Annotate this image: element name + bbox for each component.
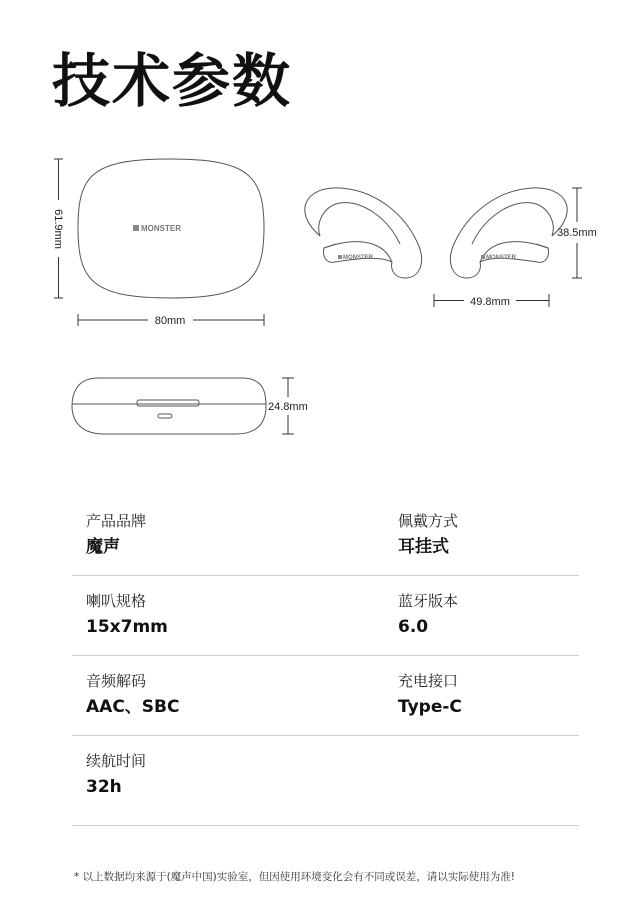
spec-label: 音频解码 <box>86 672 147 690</box>
earbud-left-logo <box>338 255 374 261</box>
spec-value: Type-C <box>398 697 462 717</box>
spec-label: 充电接口 <box>398 672 459 690</box>
spec-wearing-style <box>398 514 458 556</box>
page-title: 技术参数 <box>52 47 293 115</box>
spec-audio-codec <box>86 674 179 716</box>
spec-value: 15x7mm <box>86 617 168 637</box>
earbud-height-label: 38.5mm <box>557 227 597 239</box>
spec-row <box>72 496 579 576</box>
spec-label: 喇叭规格 <box>86 592 147 610</box>
spec-row <box>72 656 579 736</box>
earbud-right-logo <box>481 255 517 261</box>
spec-value: 魔声 <box>86 537 120 557</box>
case-thickness-label: 24.8mm <box>268 401 308 413</box>
spec-charging-port <box>398 674 462 716</box>
spec-bluetooth-version <box>398 594 458 636</box>
spec-table <box>72 496 579 826</box>
spec-speaker-size <box>86 594 168 636</box>
footnote: * 以上数据均来源于(魔声中国)实验室，但因使用环境变化会有不同或误差，请以实际使用为准! <box>74 871 515 883</box>
case-brand-logo <box>133 224 181 233</box>
spec-label: 续航时间 <box>86 752 147 770</box>
earbud-width-label: 49.8mm <box>470 296 510 308</box>
spec-battery-life <box>86 754 146 796</box>
svg-text:MONSTER: MONSTER <box>486 255 516 261</box>
case-brand-text: MONSTER <box>141 224 181 233</box>
spec-brand <box>86 514 146 556</box>
spec-label: 蓝牙版本 <box>398 592 459 610</box>
spec-value: 6.0 <box>398 617 429 637</box>
case-side-view <box>72 378 266 434</box>
case-width-label: 80mm <box>154 315 186 327</box>
svg-text:MONSTER: MONSTER <box>343 255 373 261</box>
earbud-right <box>450 188 567 278</box>
spec-value: 耳挂式 <box>398 537 449 557</box>
spec-value: AAC、SBC <box>86 697 180 717</box>
spec-label: 产品品牌 <box>86 512 147 530</box>
earbud-left <box>305 188 422 278</box>
spec-row <box>72 736 579 826</box>
spec-label: 佩戴方式 <box>398 512 459 530</box>
spec-row <box>72 576 579 656</box>
spec-value: 32h <box>86 777 122 797</box>
case-height-label: 61.9mm <box>52 209 64 249</box>
